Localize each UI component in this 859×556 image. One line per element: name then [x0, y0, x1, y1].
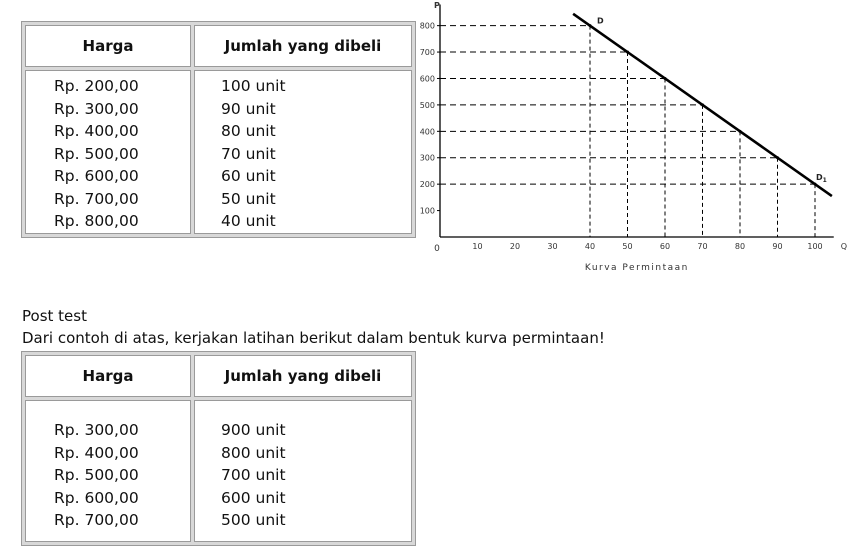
- price-value: Rp. 200,00: [54, 77, 139, 95]
- price-cell: [25, 70, 191, 234]
- quantity-value: 600 unit: [221, 488, 286, 507]
- origin-label: 0: [434, 244, 440, 254]
- price-value: Rp. 600,00: [54, 488, 139, 507]
- price-value: Rp. 500,00: [54, 466, 139, 484]
- x-axis-caption: Kurva Permintaan: [584, 263, 689, 273]
- x-tick-label: 20: [509, 242, 521, 251]
- header-harga: Harga: [25, 355, 191, 397]
- y-tick-label: 600: [419, 74, 435, 84]
- x-tick-label: 70: [697, 242, 708, 251]
- x-tick-label: 40: [584, 242, 596, 251]
- quantity-value: 60 unit: [221, 167, 276, 185]
- quantity-value: 70 unit: [221, 144, 276, 163]
- post-test-instruction: Dari contoh di atas, kerjakan latihan berikut dalam bentuk kurva permintaan!: [22, 329, 605, 347]
- price-value: Rp. 400,00: [54, 443, 139, 462]
- table-header-row: [25, 25, 412, 67]
- quantity-cell: [194, 400, 412, 542]
- post-test-title: Post test: [22, 307, 87, 325]
- quantity-cell: [194, 70, 412, 234]
- y-tick-label: 100: [419, 206, 435, 216]
- quantity-value: 900 unit: [221, 421, 286, 439]
- y-tick-label: 400: [419, 127, 435, 137]
- quantity-value: 500 unit: [221, 511, 286, 529]
- y-tick-label: 200: [419, 180, 435, 190]
- header-jumlah: Jumlah yang dibeli: [194, 25, 412, 67]
- y-tick-label: 500: [419, 100, 435, 110]
- y-tick-label: 700: [419, 48, 435, 58]
- x-tick-label: 60: [659, 242, 671, 251]
- demand-curve-chart: [410, 0, 850, 280]
- exercise-demand-table: [21, 351, 416, 546]
- curve-label-d: D: [597, 16, 604, 26]
- x-tick-label: 30: [547, 242, 558, 251]
- x-tick-label: 90: [772, 242, 783, 251]
- quantity-value: 90 unit: [221, 99, 276, 118]
- price-value: Rp. 300,00: [54, 99, 139, 118]
- example-demand-table: [21, 21, 416, 238]
- x-tick-label: 50: [622, 242, 633, 251]
- price-value: Rp. 500,00: [54, 144, 139, 163]
- price-value: Rp. 800,00: [54, 212, 139, 230]
- table-row: [25, 70, 412, 234]
- quantity-value: 700 unit: [221, 466, 286, 484]
- curve-label-d1: $D_1$: [816, 173, 827, 185]
- quantity-value: 100 unit: [221, 77, 286, 95]
- price-cell: [25, 400, 191, 542]
- price-value: Rp. 700,00: [54, 189, 139, 208]
- y-axis-letter: P: [434, 1, 440, 10]
- quantity-value: 50 unit: [221, 189, 276, 208]
- quantity-value: 80 unit: [221, 122, 276, 140]
- price-list: [54, 401, 190, 532]
- quantity-list: [221, 401, 411, 532]
- y-tick-label: 800: [419, 21, 435, 31]
- header-jumlah: Jumlah yang dibeli: [194, 355, 412, 397]
- price-value: Rp. 700,00: [54, 511, 139, 529]
- price-list: [54, 71, 190, 233]
- price-value: Rp. 600,00: [54, 167, 139, 185]
- price-value: Rp. 300,00: [54, 421, 139, 439]
- header-harga: Harga: [25, 25, 191, 67]
- table-header-row: [25, 355, 412, 397]
- x-tick-label: 80: [734, 242, 746, 251]
- table-row: [25, 400, 412, 542]
- price-value: Rp. 400,00: [54, 122, 139, 140]
- y-tick-label: 300: [419, 153, 435, 163]
- x-tick-label: 10: [472, 242, 483, 251]
- quantity-value: 800 unit: [221, 443, 286, 462]
- x-axis-letter: Q: [840, 242, 848, 251]
- quantity-list: [221, 71, 411, 233]
- quantity-value: 40 unit: [221, 212, 276, 230]
- x-tick-label: 100: [807, 242, 823, 251]
- curve-label-subscript: 1: [822, 177, 827, 185]
